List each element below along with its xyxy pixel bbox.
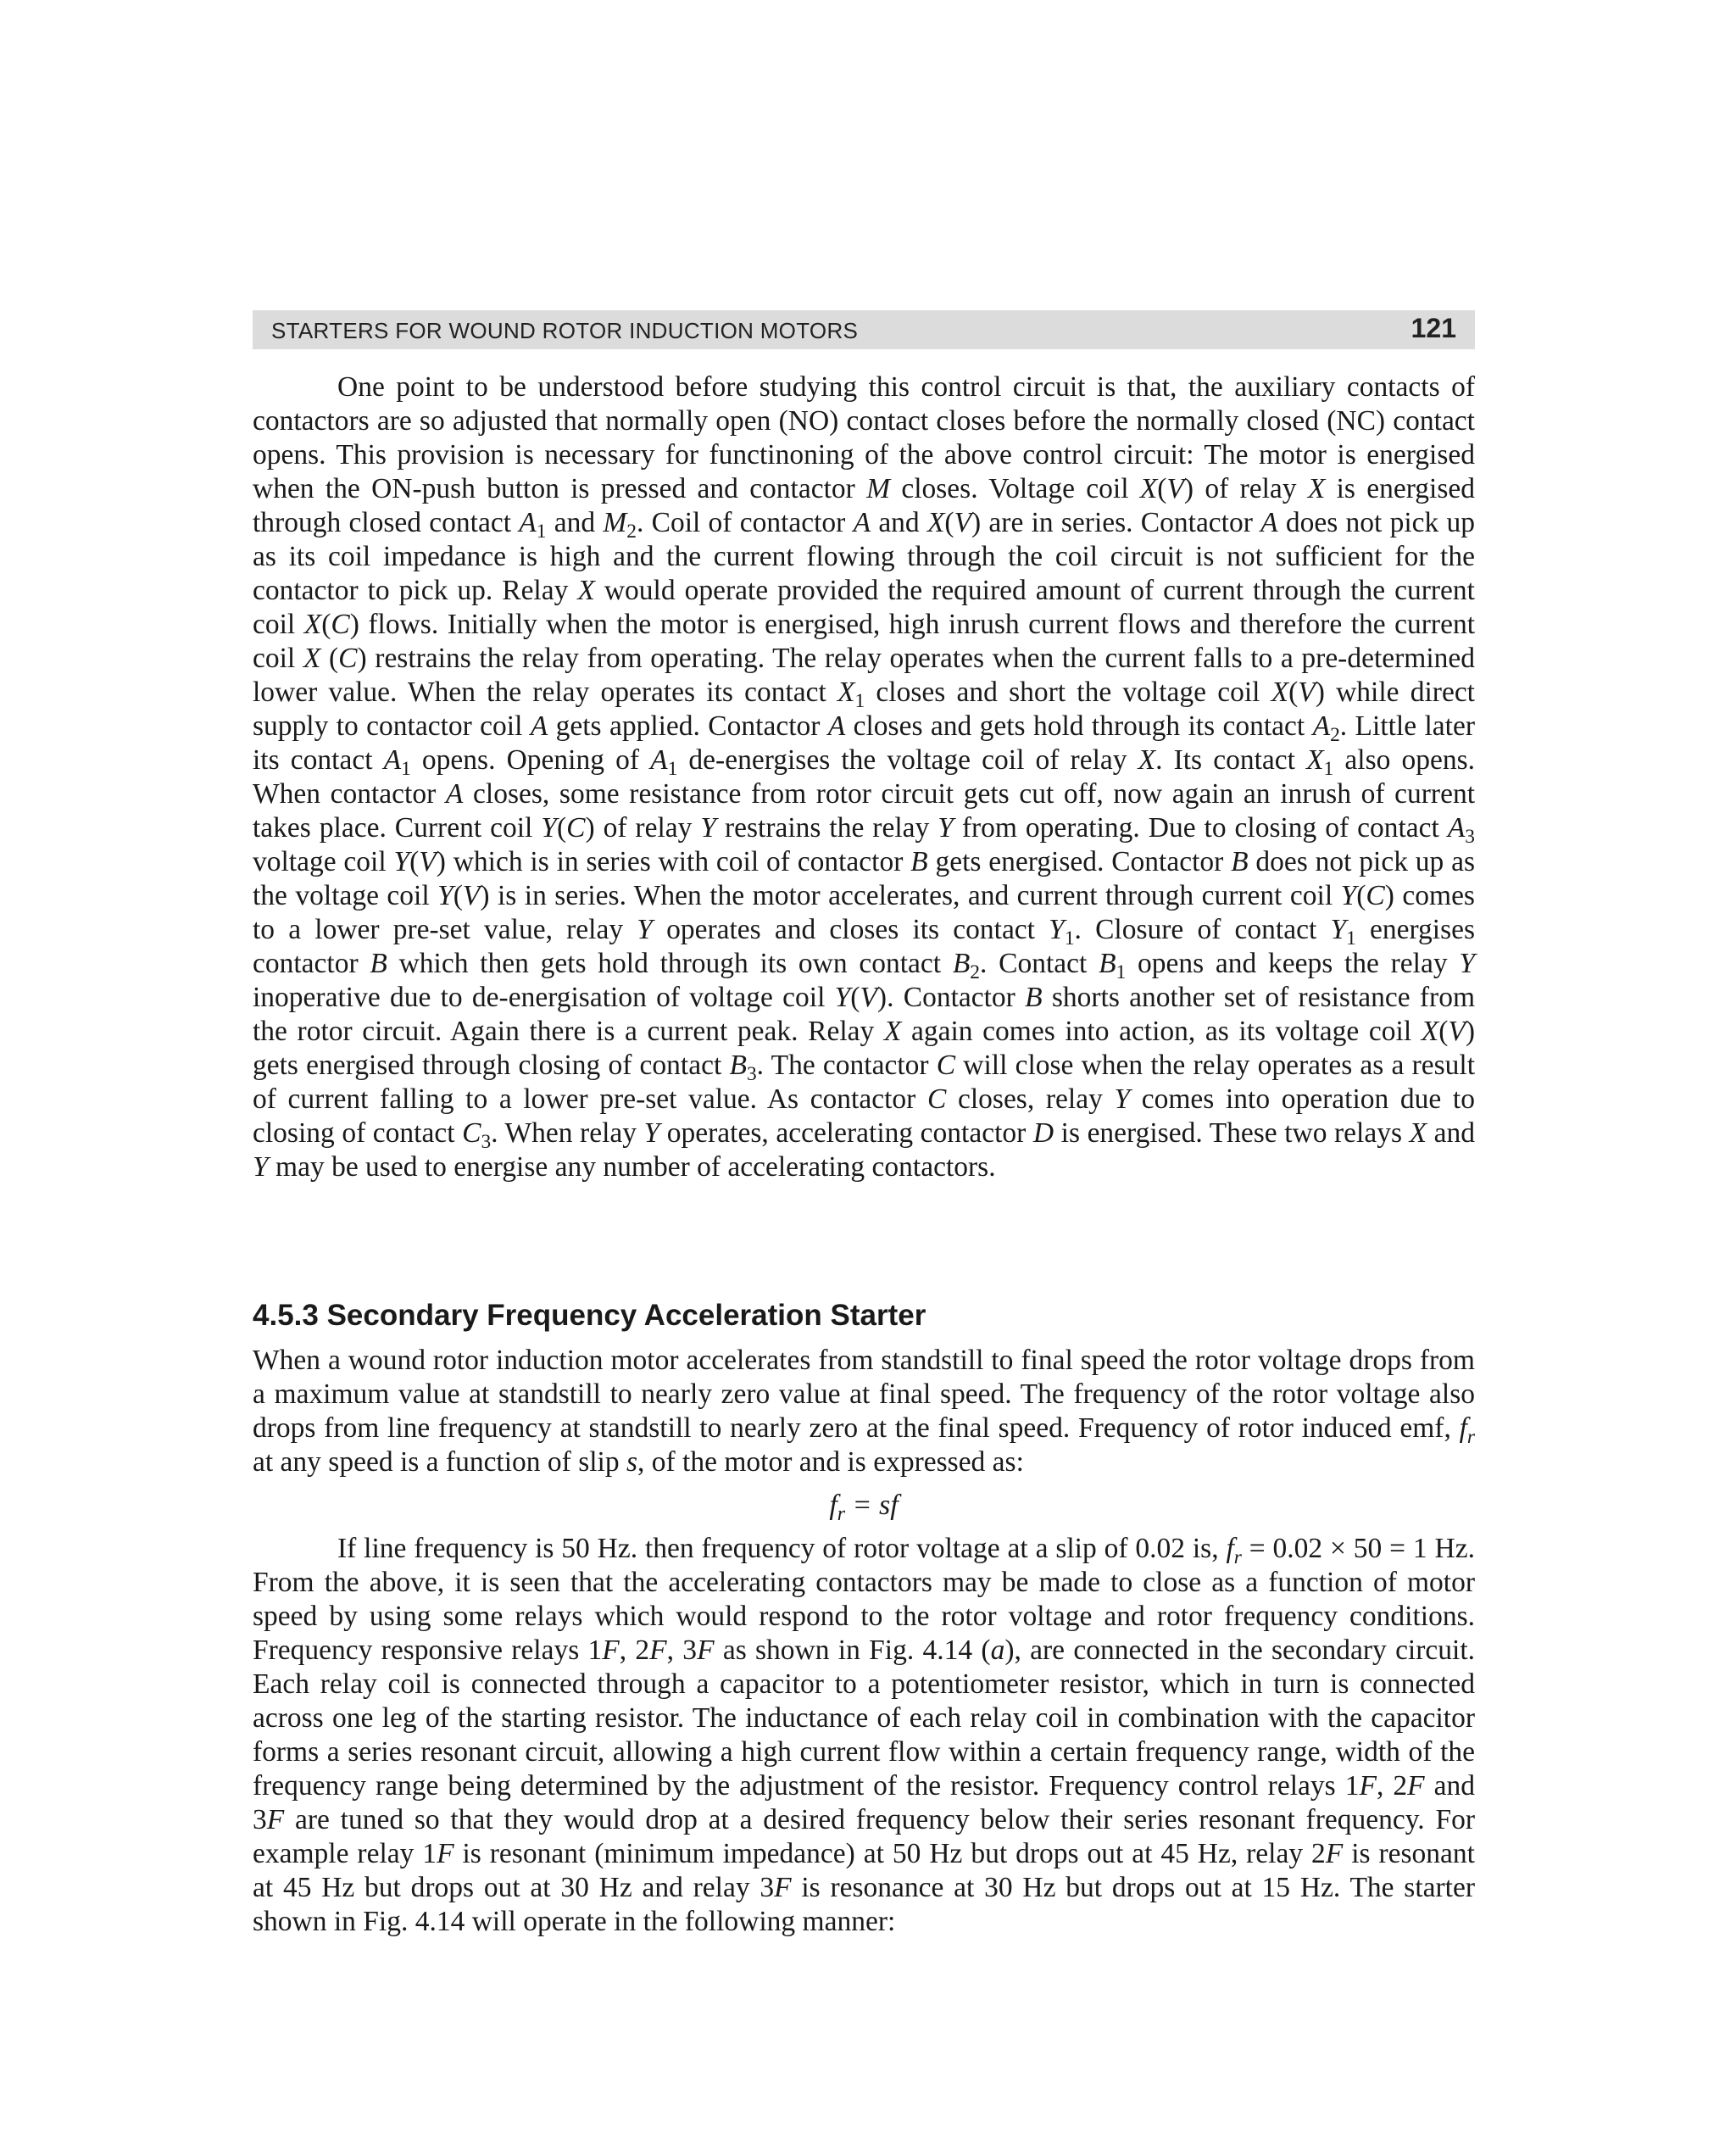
paragraph-frequency-relays: If line frequency is 50 Hz. then frequency of rotor voltage at a slip of 0.02 is, $f_r = 0.02 \times 50 = 1$ Hz. From the above, it is seen that the accelerating contactors may be made to close as a function of motor speed by using some relays which would respond to the rotor voltage and rotor frequency conditions. Frequency responsive relays 1F, 2F, 3F as shown in Fig. 4.14 (a), are connected in the secondary circuit. Each relay coil is connected through a capacitor to a potentiometer resistor, which in turn is connected across one leg of the starting resistor. The inductance of each relay coil in combination with the capacitor forms a series resonant circuit, allowing a high current flow within a certain frequency range, width of the frequency range being determined by the adjustment of the resistor. Frequency control relays 1F, 2F and 3F are tuned so that they would drop at a desired frequency below their series resonant frequency. For example relay 1F is resonant (minimum impedance) at 50 Hz but drops out at 45 Hz, relay 2F is resonant at 45 Hz but drops out at 30 Hz and relay 3F is resonance at 30 Hz but drops out at 15 Hz. The starter shown in Fig. 4.14 will operate in the following manner:	[253, 1533, 1476, 1937]
running-head-title: STARTERS FOR WOUND ROTOR INDUCTION MOTORS	[271, 318, 859, 343]
paragraph-frequency-intro: When a wound rotor induction motor accelerates from standstill to final speed the rotor voltage drops from a maximum value at standstill to nearly zero value at final speed. The frequency of the rotor voltage also drops from line frequency at standstill to nearly zero at the final speed. Frequency of rotor induced emf, $f_r$ at any speed is a function of slip s, of the motor and is expressed as:	[253, 1345, 1475, 1478]
section-heading: 4.5.3 Secondary Frequency Acceleration Starter	[253, 1299, 926, 1332]
body-text-bottom	[253, 1344, 1475, 1939]
formula-block	[253, 1479, 1475, 1532]
page-number: 121	[1410, 313, 1456, 343]
running-header	[253, 310, 1475, 349]
paragraph-control-circuit: One point to be understood before studying this control circuit is that, the auxiliary contacts of contactors are so adjusted that normally open (NO) contact closes before the normally closed (NC) contact opens. This provision is necessary for functinoning of the above control circuit: The motor is energised when the ON-push button is pressed and contactor M closes. Voltage coil X(V) of relay X is energised through closed contact $A_1$ and $M_2$. Coil of contactor A and X(V) are in series. Contactor A does not pick up as its coil impedance is high and the current flowing through the coil circuit is not sufficient for the contactor to pick up. Relay X would operate provided the required amount of current through the current coil X(C) flows. Initially when the motor is energised, high inrush current flows and therefore the current coil X (C) restrains the relay from operating. The relay operates when the current falls to a pre-determined lower value. When the relay operates its contact $X_1$ closes and short the voltage coil X(V) while direct supply to contactor coil A gets applied. Contactor A closes and gets hold through its contact $A_2$. Little later its contact $A_1$ opens. Opening of $A_1$ de-energises the voltage coil of relay X. Its contact $X_1$ also opens. When contactor A closes, some resistance from rotor circuit gets cut off, now again an inrush of current takes place. Current coil Y(C) of relay Y restrains the relay Y from operating. Due to closing of contact $A_3$ voltage coil Y(V) which is in series with coil of contactor B gets energised. Contactor B does not pick up as the voltage coil Y(V) is in series. When the motor accelerates, and current through current coil Y(C) comes to a lower pre-set value, relay Y operates and closes its contact $Y_1$. Closure of contact $Y_1$ energises contactor B which then gets hold through its own contact $B_2$. Contact $B_1$ opens and keeps the relay Y inoperative due to de-energisation of voltage coil Y(V). Contactor B shorts another set of resistance from the rotor circuit. Again there is a current peak. Relay X again comes into action, as its voltage coil X(V) gets energised through closing of contact $B_3$. The contactor C will close when the relay operates as a result of current falling to a lower pre-set value. As contactor C closes, relay Y comes into operation due to closing of contact $C_3$. When relay Y operates, accelerating contactor D is energised. These two relays X and Y may be used to energise any number of accelerating contactors.	[253, 371, 1476, 1183]
formula: $f_r$ = sf	[829, 1490, 899, 1526]
body-text-top	[253, 370, 1475, 1184]
